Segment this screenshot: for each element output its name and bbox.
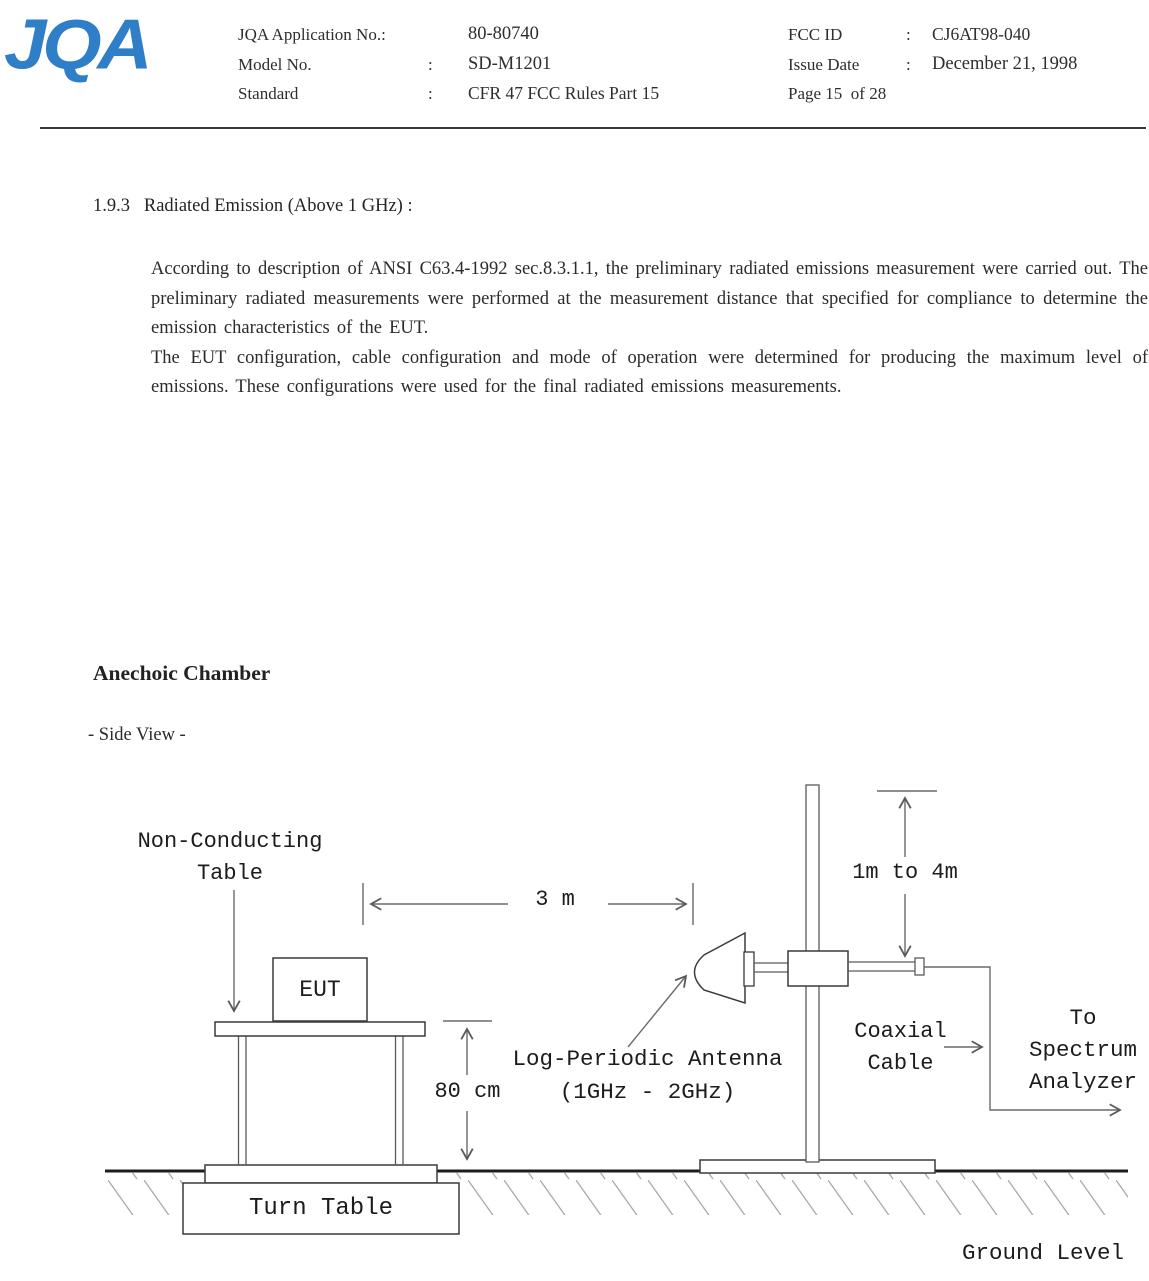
non-conducting-table-line1: Non-Conducting	[137, 829, 323, 854]
header-row-application-no	[238, 20, 659, 50]
antenna-feed	[744, 952, 754, 986]
dest-label-line1: To	[1069, 1005, 1097, 1031]
dest-label-line3: Analyzer	[1028, 1069, 1138, 1095]
non-conducting-table-label	[115, 826, 345, 890]
header-row-issue-date	[788, 50, 1077, 80]
standard-value: CFR 47 FCC Rules Part 15	[468, 83, 660, 103]
colon: :	[428, 54, 433, 74]
anechoic-chamber-diagram	[0, 760, 1149, 1281]
header-right	[788, 20, 1077, 109]
model-no-label: Model No.	[238, 54, 312, 74]
issue-date-label: Issue Date	[788, 54, 860, 74]
colon: :	[906, 54, 911, 74]
boom-end-cap	[915, 958, 924, 975]
table-height-label: 80 cm	[434, 1079, 501, 1104]
header-row-page	[788, 79, 1077, 109]
application-no-value: 80-80740	[468, 24, 539, 44]
mast-height-range-label: 1m to 4m	[852, 860, 958, 885]
standard-label: Standard	[238, 84, 299, 103]
fcc-id-value: CJ6AT98-040	[932, 24, 1031, 44]
page-number: Page 15 of 28	[788, 84, 887, 103]
paragraph-2: The EUT configuration, cable configuration and mode of operation were determined for producing the maximum level of emissions. These configurations were used for the final radiated emissions measurements.	[151, 347, 1148, 398]
turntable-platform	[205, 1165, 437, 1183]
header-divider	[40, 127, 1146, 129]
figure-subtitle: - Side View -	[88, 725, 186, 745]
section-body	[151, 255, 1148, 403]
issue-date-value: December 21, 1998	[932, 53, 1078, 74]
turntable-label: Turn Table	[248, 1195, 394, 1222]
colon: :	[906, 25, 911, 44]
antenna-label-line2: (1GHz - 2GHz)	[559, 1079, 736, 1105]
antenna-horn	[695, 933, 746, 1003]
log-periodic-antenna-label	[495, 1043, 800, 1109]
colon	[428, 20, 468, 50]
antenna-label-arrow	[628, 976, 686, 1047]
application-no-label: JQA Application No.:	[238, 25, 386, 44]
dest-label-line2: Spectrum	[1028, 1037, 1138, 1063]
header-row-model-no	[238, 50, 659, 80]
coaxial-cable-label	[843, 1016, 958, 1080]
figure-title: Anechoic Chamber	[93, 661, 271, 685]
non-conducting-table-line2: Table	[196, 861, 263, 886]
paragraph-1: According to description of ANSI C63.4-1992 sec.8.3.1.1, the preliminary radiated emissions measurement were carried out. The preliminary radiated measurements were performed at the measurement distance that specified for compliance to determine the emission characteristics of the EUT.	[151, 259, 1148, 339]
mast-clamp	[788, 951, 848, 986]
header-left	[238, 20, 659, 109]
section-heading: 1.9.3 Radiated Emission (Above 1 GHz) :	[93, 196, 413, 216]
distance-3m-label: 3 m	[535, 887, 575, 912]
table-top	[215, 1022, 425, 1036]
colon	[906, 79, 932, 109]
coax-label-line1: Coaxial	[854, 1019, 947, 1044]
coax-label-line2: Cable	[867, 1051, 934, 1076]
fcc-id-label: FCC ID	[788, 25, 843, 44]
antenna-label-line1: Log-Periodic Antenna	[512, 1046, 783, 1072]
header-row-standard	[238, 79, 659, 109]
ground-level-label: Ground Level	[961, 1240, 1125, 1266]
model-no-value: SD-M1201	[468, 53, 552, 74]
eut-label: EUT	[299, 976, 341, 1003]
jqa-logo: JQA	[4, 6, 149, 85]
header-row-fcc-id	[788, 20, 1077, 50]
colon: :	[428, 84, 433, 103]
to-spectrum-analyzer-label	[1018, 1002, 1148, 1098]
